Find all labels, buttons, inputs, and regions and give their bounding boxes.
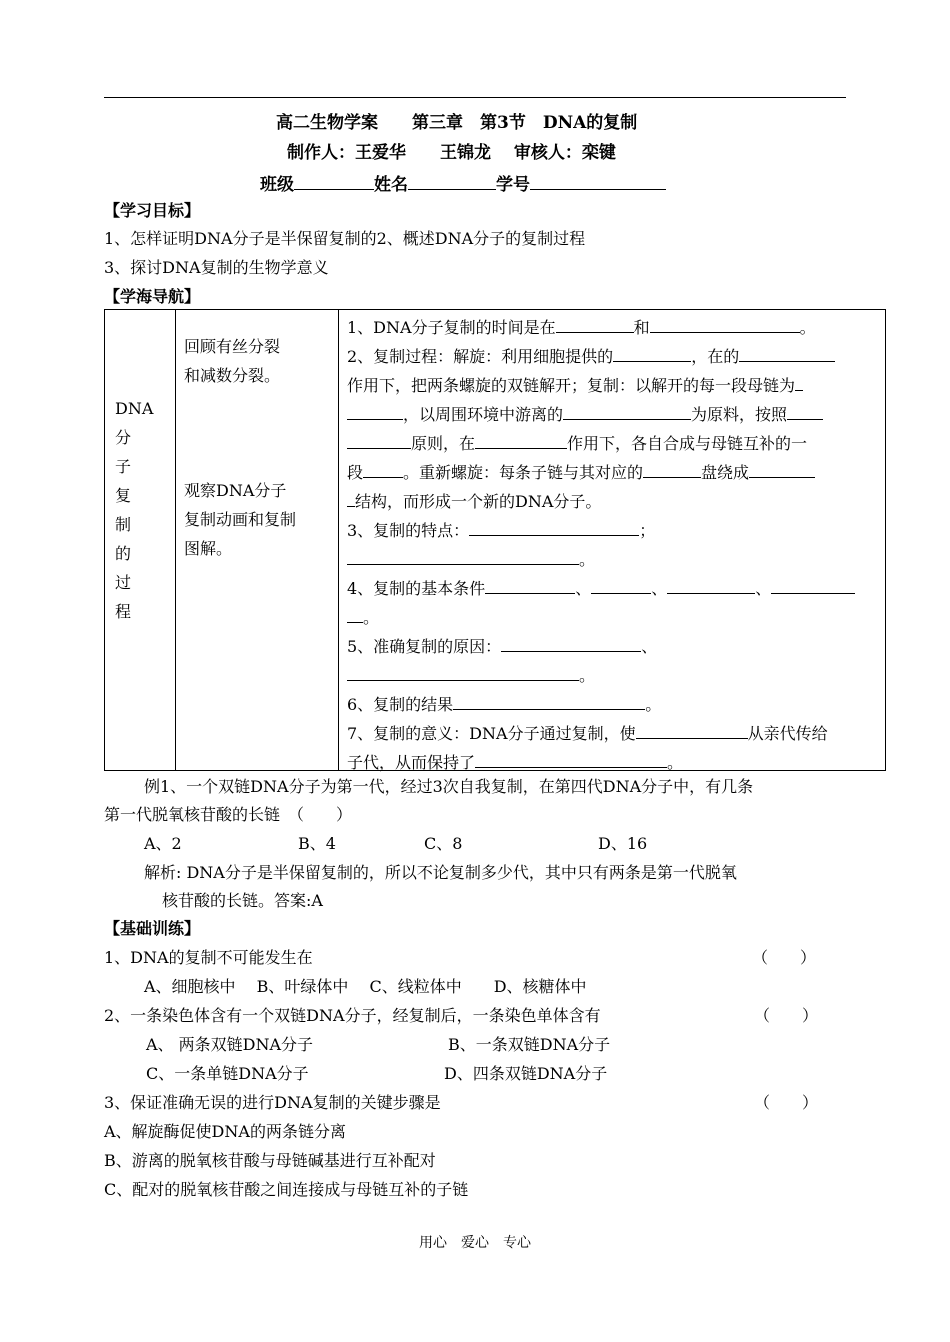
- class-blank[interactable]: [294, 171, 374, 190]
- blank[interactable]: [475, 749, 667, 768]
- example-line-2: 第一代脱氧核苷酸的长链 （ ）: [104, 805, 353, 824]
- example-option-a: A、2: [144, 834, 182, 853]
- training-q3: 3、保证准确无误的进行DNA复制的关键步骤是: [104, 1093, 441, 1112]
- topic-vertical-text: DNA 分 子 复 制 的 过 程: [115, 399, 154, 621]
- question-3-line-1: 3、复制的特点： ；: [347, 517, 879, 543]
- training-q1: 1、DNA的复制不可能发生在: [104, 948, 313, 967]
- training-q3-option-b: B、游离的脱氧核苷酸与母链碱基进行互补配对: [104, 1151, 436, 1170]
- blank[interactable]: [636, 720, 748, 739]
- training-q2: 2、一条染色体含有一个双链DNA分子，经复制后，一条染色单体含有: [104, 1006, 601, 1025]
- header-rule: [104, 97, 846, 98]
- question-5-line-2: 。: [347, 662, 879, 688]
- training-q2-option-c: C、一条单链DNA分子: [146, 1064, 309, 1083]
- question-2-line-4: 原则，在 作用下，各自合成与母链互补的一: [347, 430, 879, 456]
- example-option-b: B、4: [298, 834, 336, 853]
- blank[interactable]: [556, 314, 634, 333]
- blank[interactable]: [613, 343, 691, 362]
- blank[interactable]: [739, 343, 835, 362]
- blank[interactable]: [485, 575, 575, 594]
- blank[interactable]: [643, 459, 701, 478]
- hint-review: 回顾有丝分裂 和减数分裂。: [184, 337, 281, 385]
- analysis-line-1: 解析: DNA分子是半保留复制的，所以不论复制多少代，其中只有两条是第一代脱氧: [144, 863, 737, 882]
- blank[interactable]: [475, 430, 567, 449]
- question-5-line-1: 5、准确复制的原因： 、: [347, 633, 879, 659]
- question-7-line-2: 子代，从而保持了 。: [347, 749, 879, 775]
- id-blank[interactable]: [530, 171, 666, 190]
- hint-observe: 观察DNA分子 复制动画和复制 图解。: [184, 481, 297, 558]
- blank[interactable]: [363, 459, 403, 478]
- blank[interactable]: [453, 691, 645, 710]
- blank[interactable]: [591, 575, 651, 594]
- authors-line: 制作人：王爱华 王锦龙 审核人：栾键: [287, 143, 616, 163]
- question-2-line-5: 段 。重新螺旋：每条子链与其对应的 盘绕成: [347, 459, 879, 485]
- question-7-line-1: 7、复制的意义：DNA分子通过复制，使 从亲代传给: [347, 720, 879, 746]
- blank[interactable]: [347, 546, 579, 565]
- training-q1-options: A、细胞核中 B、叶绿体中 C、线粒体中 D、核糖体中: [144, 977, 587, 996]
- question-2-line-2: 作用下，把两条螺旋的双链解开；复制：以解开的每一段母链为: [347, 372, 879, 398]
- goal-line-1: 1、怎样证明DNA分子是半保留复制的2、概述DNA分子的复制过程: [104, 229, 586, 248]
- question-2-line-1: 2、复制过程：解旋：利用细胞提供的 ，在的: [347, 343, 879, 369]
- question-2-line-3: ，以周围环境中游离的 为原料，按照: [347, 401, 879, 427]
- goal-line-2: 3、探讨DNA复制的生物学意义: [104, 258, 329, 277]
- page-title: 高二生物学案 第三章 第3节 DNA的复制: [276, 113, 638, 133]
- name-label: 姓名: [374, 175, 408, 195]
- question-1: 1、DNA分子复制的时间是在 和 。: [347, 314, 879, 340]
- analysis-line-2: 核苷酸的长链。答案:A: [162, 891, 323, 910]
- example-option-d: D、16: [598, 834, 648, 853]
- blank[interactable]: [667, 575, 755, 594]
- guide-table: [104, 309, 886, 771]
- training-q1-answer[interactable]: （ ）: [752, 948, 817, 967]
- question-3-line-2: 。: [347, 546, 879, 572]
- questions-cell: [339, 310, 886, 771]
- blank[interactable]: [469, 517, 639, 536]
- training-q2-option-d: D、四条双链DNA分子: [444, 1064, 608, 1083]
- example-line-1: 例1、一个双链DNA分子为第一代，经过3次自我复制，在第四代DNA分子中，有几条: [144, 777, 754, 796]
- page-footer: 用心 爱心 专心: [419, 1235, 531, 1251]
- blank[interactable]: [347, 488, 355, 507]
- blank[interactable]: [347, 430, 411, 449]
- blank[interactable]: [795, 372, 803, 391]
- class-label: 班级: [260, 175, 294, 195]
- question-6: 6、复制的结果 。: [347, 691, 879, 717]
- student-info-line: [260, 171, 666, 197]
- id-label: 学号: [496, 175, 530, 195]
- question-4-line-1: 4、复制的基本条件 、 、 、: [347, 575, 879, 601]
- guide-heading: 【学海导航】: [104, 287, 201, 306]
- name-blank[interactable]: [408, 171, 496, 190]
- blank[interactable]: [501, 633, 641, 652]
- topic-cell: [105, 310, 176, 771]
- blank[interactable]: [347, 662, 579, 681]
- example-option-c: C、8: [424, 834, 463, 853]
- training-q2-answer[interactable]: （ ）: [754, 1006, 819, 1025]
- training-q3-answer[interactable]: （ ）: [754, 1093, 819, 1112]
- training-heading: 【基础训练】: [104, 919, 201, 938]
- question-2-line-6: 结构，而形成一个新的DNA分子。: [347, 488, 879, 514]
- blank[interactable]: [347, 604, 363, 623]
- hint-cell: [176, 310, 339, 771]
- blank[interactable]: [347, 401, 403, 420]
- blank[interactable]: [563, 401, 691, 420]
- training-q2-option-a: A、 两条双链DNA分子: [146, 1035, 314, 1054]
- blank[interactable]: [771, 575, 855, 594]
- training-q3-option-a: A、解旋酶促使DNA的两条链分离: [104, 1122, 346, 1141]
- training-q3-option-c: C、配对的脱氧核苷酸之间连接成与母链互补的子链: [104, 1180, 469, 1199]
- goals-heading: 【学习目标】: [104, 201, 201, 220]
- question-4-line-2: 。: [347, 604, 879, 630]
- training-q2-option-b: B、一条双链DNA分子: [448, 1035, 611, 1054]
- blank[interactable]: [749, 459, 815, 478]
- blank[interactable]: [787, 401, 823, 420]
- blank[interactable]: [650, 314, 800, 333]
